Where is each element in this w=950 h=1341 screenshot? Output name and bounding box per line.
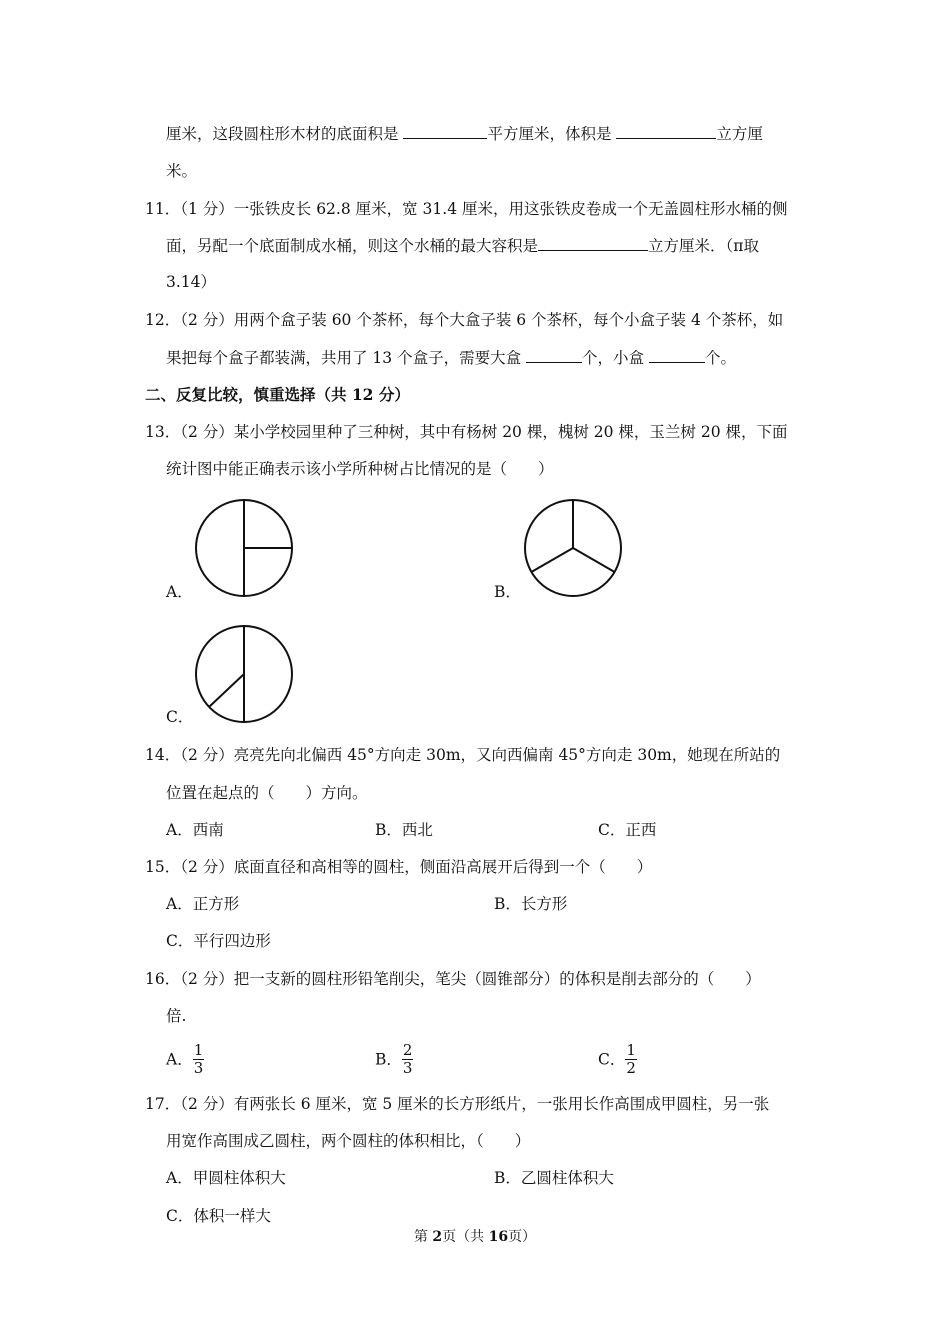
q16-option-a-label: A． <box>166 1050 193 1069</box>
q13-line1: 13．（2 分）某小学校园里种了三种树，其中有杨树 20 棵，槐树 20 棵，玉兰树 20 棵，下面 <box>145 423 788 441</box>
q17-line1: 17．（2 分）有两张长 6 厘米，宽 5 厘米的长方形纸片，一张用长作高围成甲圆柱，另一张 <box>145 1095 770 1113</box>
footer-page-number: 2 <box>432 1229 443 1245</box>
q10-line2: 米。 <box>166 162 198 180</box>
q10-text1: 厘米，这段圆柱形木材的底面积是 <box>166 125 404 143</box>
q11-text2a: 面，另配一个底面制成水桶，则这个水桶的最大容积是 <box>166 237 539 255</box>
q12-text2a: 果把每个盒子都装满，共用了 13 个盒子，需要大盒 <box>166 349 527 367</box>
page-footer <box>0 1226 950 1246</box>
q17-option-b[interactable]: B．乙圆柱体积大 <box>494 1169 614 1187</box>
q16-option-a-fraction <box>193 1042 205 1077</box>
fraction-numerator: 1 <box>626 1041 636 1059</box>
q10-blank-volume[interactable] <box>616 124 716 139</box>
section2-title: 二、反复比较，慎重选择（共 12 分） <box>145 385 410 404</box>
q15-option-a[interactable]: A．正方形 <box>166 895 240 913</box>
q12-text2b: 个，小盒 <box>582 349 649 367</box>
q16-line1: 16．（2 分）把一支新的圆柱形铅笔削尖，笔尖（圆锥部分）的体积是削去部分的（ ） <box>145 970 761 988</box>
q10-text3: 立方厘 <box>716 125 763 143</box>
footer-total-pages: 16 <box>488 1229 509 1245</box>
q12-line2 <box>166 348 736 368</box>
q12-blank-small[interactable] <box>649 348 705 363</box>
pie-b-divider-right <box>573 548 615 572</box>
q15-line1: 15．（2 分）底面直径和高相等的圆柱，侧面沿高展开后得到一个（ ） <box>145 858 653 876</box>
q13-line2: 统计图中能正确表示该小学所种树占比情况的是（ ） <box>166 460 554 478</box>
q10-blank-area[interactable] <box>403 124 487 139</box>
q14-line2: 位置在起点的（ ）方向。 <box>166 784 368 802</box>
q11-line2 <box>166 236 759 256</box>
q16-option-c[interactable] <box>598 1042 637 1077</box>
pie-b-divider-left <box>531 548 573 572</box>
q14-option-a[interactable]: A．西南 <box>166 821 224 839</box>
fraction-denominator: 3 <box>193 1059 204 1077</box>
q13-option-a-label[interactable]: A． <box>166 583 193 601</box>
q11-blank-volume[interactable] <box>538 236 648 251</box>
fraction-numerator: 1 <box>193 1041 204 1059</box>
q14-option-b[interactable]: B．西北 <box>375 821 433 839</box>
q16-option-b[interactable] <box>375 1042 413 1077</box>
pie-c-divider-diagonal <box>209 674 244 707</box>
q13-pie-chart-a <box>192 496 296 600</box>
q16-option-a[interactable] <box>166 1042 204 1077</box>
q17-line2: 用宽作高围成乙圆柱，两个圆柱的体积相比，（ ） <box>166 1132 531 1150</box>
q13-pie-chart-c <box>192 622 296 726</box>
q12-text2c: 个。 <box>704 349 736 367</box>
footer-suffix: 页） <box>508 1229 537 1245</box>
q13-option-b-label[interactable]: B． <box>494 583 521 601</box>
q15-option-c[interactable]: C．平行四边形 <box>166 932 271 950</box>
q16-option-c-label: C． <box>598 1050 626 1069</box>
q10-line1 <box>166 124 763 144</box>
q17-option-c[interactable]: C．体积一样大 <box>166 1207 271 1225</box>
q16-option-b-label: B． <box>375 1050 402 1069</box>
q16-option-c-fraction <box>625 1042 637 1077</box>
q17-option-a[interactable]: A．甲圆柱体积大 <box>166 1169 286 1187</box>
q13-pie-chart-b <box>521 496 625 600</box>
fraction-denominator: 2 <box>626 1059 636 1077</box>
q10-text2: 平方厘米，体积是 <box>487 125 617 143</box>
fraction-numerator: 2 <box>402 1041 413 1059</box>
q11-text2b: 立方厘米．（π取 <box>648 237 759 255</box>
q13-option-c-label[interactable]: C． <box>166 708 194 726</box>
q16-option-b-fraction <box>402 1042 414 1077</box>
q12-blank-big[interactable] <box>526 348 582 363</box>
footer-middle: 页（共 <box>442 1229 489 1245</box>
q11-line1: 11．（1 分）一张铁皮长 62.8 厘米，宽 31.4 厘米，用这张铁皮卷成一个无盖圆柱形水桶的侧 <box>145 200 788 218</box>
q15-option-b[interactable]: B．长方形 <box>494 895 568 913</box>
footer-prefix: 第 <box>413 1229 433 1245</box>
q12-line1: 12．（2 分）用两个盒子装 60 个茶杯，每个大盒子装 6 个茶杯，每个小盒子装 4 个茶杯，如 <box>145 311 784 329</box>
fraction-denominator: 3 <box>402 1059 413 1077</box>
q14-option-c[interactable]: C．正西 <box>598 821 657 839</box>
q14-line1: 14．（2 分）亮亮先向北偏西 45°方向走 30m，又向西偏南 45°方向走 30m，她现在所站的 <box>145 746 781 764</box>
q16-line2: 倍. <box>166 1007 187 1025</box>
q11-line3: 3.14） <box>166 273 217 291</box>
